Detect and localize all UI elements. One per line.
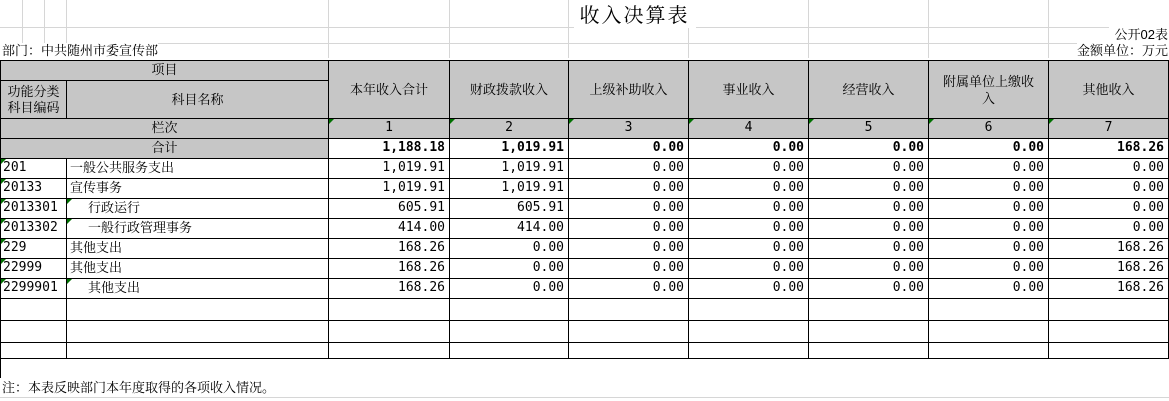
empty-cell[interactable] (67, 343, 329, 359)
code-cell[interactable] (1, 179, 67, 199)
code-cell[interactable] (1, 159, 67, 179)
value-cell[interactable]: 0.00 (809, 219, 929, 239)
value-cell[interactable]: 1,019.91 (329, 159, 450, 179)
value-cell[interactable]: 0.00 (569, 179, 689, 199)
empty-cell[interactable] (1, 343, 67, 359)
value-cell[interactable]: 0.00 (809, 179, 929, 199)
empty-cell[interactable] (809, 299, 929, 321)
total-value[interactable]: 0.00 (569, 139, 689, 159)
total-value[interactable]: 1,019.91 (450, 139, 569, 159)
name-cell[interactable] (67, 279, 329, 299)
value-cell[interactable]: 0.00 (1049, 159, 1169, 179)
empty-row (1, 343, 1169, 359)
value-cell[interactable]: 168.26 (1049, 239, 1169, 259)
flag-icon (450, 119, 455, 124)
table-row (1, 199, 1169, 219)
column-index-cell[interactable] (929, 119, 1049, 139)
empty-row (1, 299, 1169, 321)
column-header-superior-subsidy[interactable]: 上级补助收入 (569, 61, 689, 119)
header-project[interactable]: 项目 (1, 61, 329, 81)
code-value: 2299901 (3, 280, 58, 295)
header-sub-row (1, 81, 329, 119)
sheet-title[interactable]: 收入决算表 (574, 0, 696, 28)
meta-row (0, 43, 1169, 60)
value-cell[interactable]: 0.00 (569, 159, 689, 179)
header-subject-name[interactable]: 科目名称 (67, 81, 329, 119)
column-index-label[interactable]: 栏次 (1, 119, 329, 139)
flag-icon (1049, 119, 1054, 124)
empty-cell[interactable] (329, 343, 450, 359)
name-value: 行政运行 (88, 200, 141, 215)
value-cell[interactable]: 0.00 (809, 159, 929, 179)
empty-cell[interactable] (689, 321, 809, 343)
value-cell[interactable]: 0.00 (929, 239, 1049, 259)
value-cell[interactable]: 0.00 (809, 279, 929, 299)
flag-icon (67, 219, 72, 224)
column-index-cell[interactable] (1049, 119, 1169, 139)
value-cell[interactable]: 0.00 (929, 259, 1049, 279)
code-cell[interactable] (1, 239, 67, 259)
table-code-label[interactable]: 公开02表 (1109, 27, 1169, 42)
flag-icon (1, 199, 6, 204)
value-cell[interactable]: 0.00 (450, 279, 569, 299)
empty-cell[interactable] (929, 343, 1049, 359)
column-index-cell[interactable] (569, 119, 689, 139)
value-cell[interactable]: 0.00 (569, 219, 689, 239)
code-value: 22999 (3, 260, 43, 275)
value-cell[interactable]: 0.00 (929, 199, 1049, 219)
value-cell[interactable]: 0.00 (929, 219, 1049, 239)
value-cell[interactable]: 1,019.91 (450, 159, 569, 179)
total-value[interactable]: 0.00 (689, 139, 809, 159)
value-cell[interactable]: 0.00 (929, 179, 1049, 199)
column-index-cell[interactable] (809, 119, 929, 139)
empty-cell[interactable] (67, 321, 329, 343)
flag-icon (1, 239, 6, 244)
code-value: 201 (3, 160, 27, 175)
table-row (1, 239, 1169, 259)
value-cell[interactable]: 0.00 (569, 199, 689, 219)
value-cell[interactable]: 414.00 (329, 219, 450, 239)
empty-row (1, 321, 1169, 343)
value-cell[interactable]: 168.26 (329, 239, 450, 259)
column-index-value: 3 (624, 120, 633, 135)
column-index-value: 5 (864, 120, 873, 135)
name-cell[interactable]: 其他支出 (67, 259, 329, 279)
value-cell[interactable]: 0.00 (689, 179, 809, 199)
table-header (1, 61, 1169, 119)
total-value[interactable]: 0.00 (809, 139, 929, 159)
empty-cell[interactable] (450, 321, 569, 343)
total-value[interactable]: 0.00 (929, 139, 1049, 159)
column-index-value: 1 (385, 120, 393, 135)
name-value: 其他支出 (88, 280, 141, 295)
code-value: 2013302 (3, 220, 58, 235)
table-row (1, 219, 1169, 239)
empty-cell[interactable] (329, 321, 450, 343)
value-cell[interactable]: 0.00 (809, 259, 929, 279)
value-cell[interactable]: 0.00 (689, 159, 809, 179)
flag-icon (67, 199, 72, 204)
value-cell[interactable]: 0.00 (689, 259, 809, 279)
flag-icon (1, 259, 6, 264)
column-header-operating-income[interactable]: 经营收入 (809, 61, 929, 119)
value-cell[interactable]: 0.00 (1049, 199, 1169, 219)
flag-icon (67, 279, 72, 284)
empty-cell[interactable] (329, 299, 450, 321)
value-cell[interactable]: 0.00 (929, 159, 1049, 179)
flag-icon (929, 119, 934, 124)
flag-icon (329, 119, 334, 124)
value-cell[interactable]: 168.26 (329, 279, 450, 299)
total-value[interactable]: 168.26 (1049, 139, 1169, 159)
table-row (1, 279, 1169, 299)
empty-cell[interactable] (1, 299, 67, 321)
table-note[interactable]: 注：本表反映部门本年度取得的各项收入情况。 (2, 380, 276, 395)
name-cell[interactable] (67, 219, 329, 239)
code-cell[interactable] (1, 259, 67, 279)
column-index-value: 4 (744, 120, 753, 135)
code-value: 20133 (3, 180, 43, 195)
table-code-row (0, 27, 1169, 43)
empty-cell[interactable] (450, 343, 569, 359)
column-header-total-income[interactable]: 本年收入合计 (329, 61, 450, 119)
value-cell[interactable]: 0.00 (689, 239, 809, 259)
gridline (0, 397, 1169, 398)
value-cell[interactable]: 0.00 (450, 259, 569, 279)
value-cell[interactable]: 1,019.91 (450, 179, 569, 199)
flag-icon (1, 279, 6, 284)
total-value[interactable]: 1,188.18 (329, 139, 450, 159)
title-row (0, 0, 1169, 27)
column-index-cell[interactable] (329, 119, 450, 139)
value-cell[interactable]: 605.91 (450, 199, 569, 219)
value-cell[interactable]: 0.00 (569, 239, 689, 259)
empty-cell[interactable] (689, 343, 809, 359)
empty-cell[interactable] (569, 343, 689, 359)
flag-icon (1, 179, 6, 184)
value-cell[interactable]: 0.00 (809, 239, 929, 259)
header-function-code[interactable]: 功能分类科目编码 (1, 81, 67, 119)
code-cell[interactable] (1, 219, 67, 239)
header-project-row (1, 61, 329, 81)
column-header-other-income[interactable]: 其他收入 (1049, 61, 1169, 119)
value-cell[interactable]: 0.00 (689, 219, 809, 239)
flag-icon (1, 159, 6, 164)
total-label[interactable]: 合计 (1, 139, 329, 159)
value-cell[interactable]: 168.26 (1049, 279, 1169, 299)
value-cell[interactable]: 0.00 (1049, 219, 1169, 239)
value-cell[interactable]: 1,019.91 (329, 179, 450, 199)
flag-icon (809, 119, 814, 124)
column-index-value: 7 (1104, 120, 1113, 135)
total-row (1, 139, 1169, 159)
empty-cell[interactable] (67, 299, 329, 321)
value-cell[interactable]: 0.00 (689, 279, 809, 299)
name-cell[interactable]: 宣传事务 (67, 179, 329, 199)
value-cell[interactable]: 168.26 (329, 259, 450, 279)
value-cell[interactable]: 605.91 (329, 199, 450, 219)
column-index-value: 2 (505, 120, 513, 135)
column-header-business-income[interactable]: 事业收入 (689, 61, 809, 119)
name-cell[interactable] (67, 199, 329, 219)
column-index-cell[interactable] (450, 119, 569, 139)
value-cell[interactable]: 0.00 (809, 199, 929, 219)
column-header-fiscal-grant[interactable]: 财政拨款收入 (450, 61, 569, 119)
code-value: 229 (3, 240, 27, 255)
department-label[interactable]: 部门：中共随州市委宣传部 (2, 43, 159, 58)
empty-cell[interactable] (1049, 299, 1169, 321)
code-cell[interactable] (1, 199, 67, 219)
empty-cell[interactable] (929, 299, 1049, 321)
empty-cell[interactable] (809, 321, 929, 343)
table-row (1, 159, 1169, 179)
name-value: 一般行政管理事务 (88, 220, 193, 235)
empty-cell[interactable] (929, 321, 1049, 343)
column-header-affiliate-income[interactable]: 附属单位上缴收入 (929, 61, 1049, 119)
code-cell[interactable] (1, 279, 67, 299)
empty-cell[interactable] (689, 299, 809, 321)
value-cell[interactable]: 0.00 (1049, 179, 1169, 199)
empty-cell[interactable] (1049, 343, 1169, 359)
header-left-block (1, 61, 329, 119)
value-cell[interactable]: 0.00 (569, 279, 689, 299)
table-row (1, 179, 1169, 199)
name-cell[interactable]: 一般公共服务支出 (67, 159, 329, 179)
value-cell[interactable]: 0.00 (450, 239, 569, 259)
value-cell[interactable]: 0.00 (929, 279, 1049, 299)
table-row (1, 259, 1169, 279)
flag-icon (1, 219, 6, 224)
column-index-row (1, 119, 1169, 139)
value-cell[interactable]: 168.26 (1049, 259, 1169, 279)
value-cell[interactable]: 414.00 (450, 219, 569, 239)
flag-icon (689, 119, 694, 124)
unit-label[interactable]: 金额单位：万元 (1076, 43, 1168, 58)
column-index-cell[interactable] (689, 119, 809, 139)
empty-cell[interactable] (809, 343, 929, 359)
column-index-value: 6 (984, 120, 993, 135)
value-cell[interactable]: 0.00 (569, 259, 689, 279)
empty-cell[interactable] (1, 321, 67, 343)
empty-cell[interactable] (1049, 321, 1169, 343)
empty-cell[interactable] (569, 299, 689, 321)
flag-icon (569, 119, 574, 124)
empty-cell[interactable] (450, 299, 569, 321)
empty-cell[interactable] (569, 321, 689, 343)
code-value: 2013301 (3, 200, 58, 215)
value-cell[interactable]: 0.00 (689, 199, 809, 219)
name-cell[interactable]: 其他支出 (67, 239, 329, 259)
income-table (0, 60, 1169, 378)
